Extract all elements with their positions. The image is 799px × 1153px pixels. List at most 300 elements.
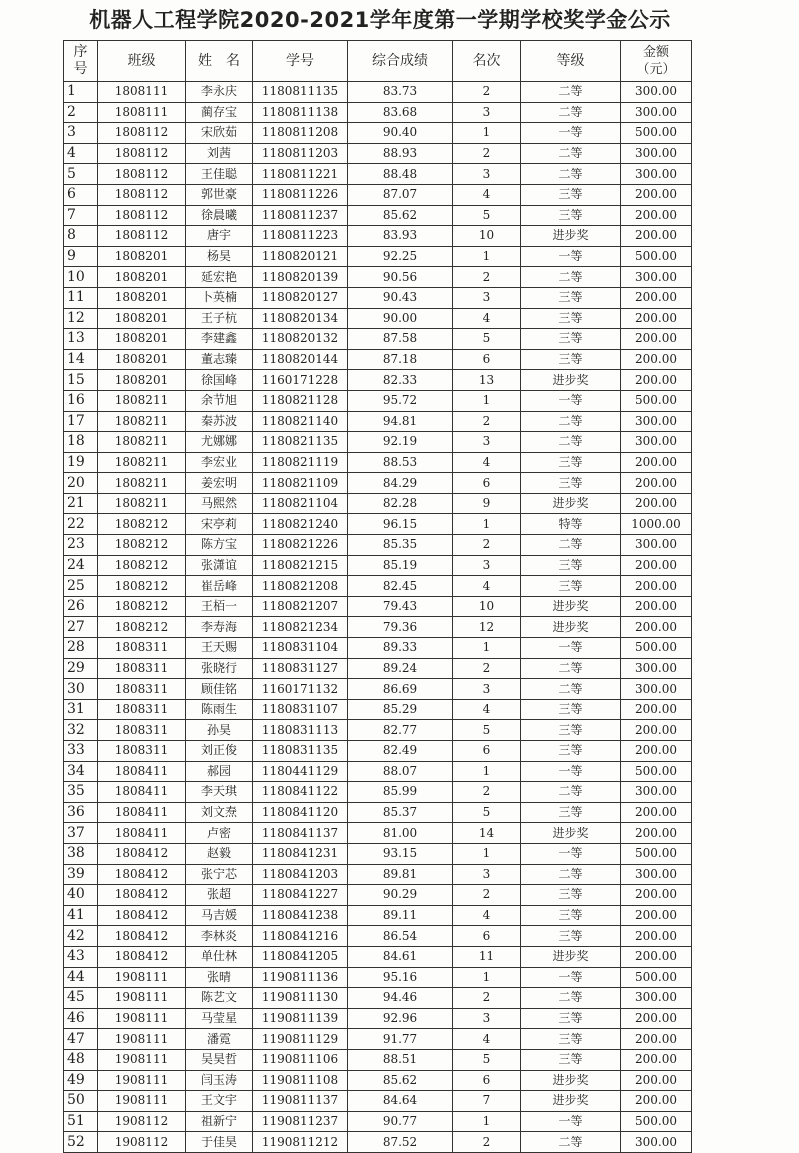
cell-amount: 200.00: [621, 885, 692, 906]
table-row: [64, 349, 692, 370]
cell-class: 1808211: [98, 452, 186, 473]
cell-score: 88.48: [348, 164, 453, 185]
cell-amount: 200.00: [621, 596, 692, 617]
cell-class: 1808311: [98, 638, 186, 659]
table-row: [64, 329, 692, 350]
cell-class: 1808112: [98, 164, 186, 185]
cell-level: 一等: [521, 1111, 621, 1132]
cell-student-id: 1160171132: [253, 679, 348, 700]
cell-student-id: 1190811129: [253, 1029, 348, 1050]
cell-index: 47: [64, 1029, 98, 1050]
cell-rank: 2: [453, 267, 521, 288]
cell-level: 进步奖: [521, 1091, 621, 1112]
header-amount: 金额 （元）: [621, 41, 692, 82]
cell-rank: 4: [453, 699, 521, 720]
cell-amount: 200.00: [621, 184, 692, 205]
cell-student-id: 1180820144: [253, 349, 348, 370]
table-row: [64, 576, 692, 597]
cell-name: 刘文焘: [186, 802, 253, 823]
cell-student-id: 1180821109: [253, 473, 348, 494]
cell-level: 进步奖: [521, 823, 621, 844]
cell-level: 一等: [521, 246, 621, 267]
cell-score: 81.00: [348, 823, 453, 844]
cell-amount: 200.00: [621, 699, 692, 720]
cell-student-id: 1180821207: [253, 596, 348, 617]
cell-class: 1808112: [98, 226, 186, 247]
cell-amount: 200.00: [621, 226, 692, 247]
cell-level: 一等: [521, 761, 621, 782]
cell-student-id: 1160171228: [253, 370, 348, 391]
table-row: [64, 143, 692, 164]
cell-class: 1808212: [98, 535, 186, 556]
cell-name: 陈方宝: [186, 535, 253, 556]
cell-level: 二等: [521, 535, 621, 556]
cell-amount: 300.00: [621, 267, 692, 288]
cell-student-id: 1180821128: [253, 390, 348, 411]
cell-index: 2: [64, 102, 98, 123]
cell-student-id: 1180821135: [253, 432, 348, 453]
cell-name: 陈艺文: [186, 988, 253, 1009]
header-row: [64, 41, 692, 82]
cell-score: 83.93: [348, 226, 453, 247]
cell-student-id: 1190811139: [253, 1008, 348, 1029]
table-row: [64, 843, 692, 864]
table-row: [64, 432, 692, 453]
cell-student-id: 1190811212: [253, 1132, 348, 1153]
table-row: [64, 102, 692, 123]
cell-student-id: 1180831135: [253, 741, 348, 762]
cell-score: 85.35: [348, 535, 453, 556]
table-row: [64, 308, 692, 329]
cell-class: 1808212: [98, 596, 186, 617]
cell-amount: 300.00: [621, 782, 692, 803]
cell-index: 29: [64, 658, 98, 679]
cell-class: 1908111: [98, 1091, 186, 1112]
cell-student-id: 1180841137: [253, 823, 348, 844]
cell-student-id: 1180820134: [253, 308, 348, 329]
cell-rank: 3: [453, 864, 521, 885]
cell-rank: 1: [453, 514, 521, 535]
cell-name: 卜英楠: [186, 287, 253, 308]
table-row: [64, 761, 692, 782]
cell-student-id: 1180841216: [253, 926, 348, 947]
cell-level: 三等: [521, 555, 621, 576]
cell-level: 特等: [521, 514, 621, 535]
cell-student-id: 1180811135: [253, 82, 348, 103]
table-row: [64, 555, 692, 576]
cell-index: 11: [64, 287, 98, 308]
cell-name: 王天赐: [186, 638, 253, 659]
cell-amount: 500.00: [621, 638, 692, 659]
cell-name: 单仕林: [186, 946, 253, 967]
cell-class: 1808412: [98, 905, 186, 926]
cell-amount: 200.00: [621, 329, 692, 350]
cell-class: 1808201: [98, 267, 186, 288]
cell-level: 三等: [521, 452, 621, 473]
cell-class: 1808311: [98, 741, 186, 762]
table-row: [64, 741, 692, 762]
cell-name: 马吉媛: [186, 905, 253, 926]
cell-index: 15: [64, 370, 98, 391]
cell-amount: 200.00: [621, 452, 692, 473]
cell-rank: 10: [453, 596, 521, 617]
cell-index: 34: [64, 761, 98, 782]
cell-class: 1808211: [98, 493, 186, 514]
cell-student-id: 1180821140: [253, 411, 348, 432]
cell-level: 三等: [521, 905, 621, 926]
cell-name: 郝园: [186, 761, 253, 782]
cell-score: 79.43: [348, 596, 453, 617]
cell-level: 三等: [521, 1049, 621, 1070]
cell-score: 89.24: [348, 658, 453, 679]
cell-score: 89.11: [348, 905, 453, 926]
cell-class: 1808412: [98, 926, 186, 947]
cell-score: 90.29: [348, 885, 453, 906]
cell-amount: 300.00: [621, 82, 692, 103]
cell-amount: 200.00: [621, 802, 692, 823]
cell-score: 88.53: [348, 452, 453, 473]
cell-name: 李寿海: [186, 617, 253, 638]
cell-student-id: 1180820127: [253, 287, 348, 308]
cell-rank: 7: [453, 1091, 521, 1112]
table-row: [64, 452, 692, 473]
cell-score: 88.07: [348, 761, 453, 782]
cell-score: 90.43: [348, 287, 453, 308]
cell-amount: 1000.00: [621, 514, 692, 535]
cell-amount: 500.00: [621, 246, 692, 267]
cell-rank: 2: [453, 782, 521, 803]
cell-amount: 500.00: [621, 123, 692, 144]
cell-class: 1808311: [98, 699, 186, 720]
cell-index: 7: [64, 205, 98, 226]
cell-student-id: 1180820132: [253, 329, 348, 350]
cell-rank: 2: [453, 143, 521, 164]
cell-student-id: 1180811226: [253, 184, 348, 205]
cell-rank: 5: [453, 205, 521, 226]
cell-amount: 200.00: [621, 473, 692, 494]
cell-student-id: 1190811136: [253, 967, 348, 988]
cell-name: 李宏业: [186, 452, 253, 473]
cell-level: 三等: [521, 473, 621, 494]
cell-class: 1808211: [98, 432, 186, 453]
cell-amount: 200.00: [621, 493, 692, 514]
cell-class: 1808201: [98, 329, 186, 350]
cell-name: 姜宏明: [186, 473, 253, 494]
cell-index: 39: [64, 864, 98, 885]
cell-score: 88.93: [348, 143, 453, 164]
cell-rank: 2: [453, 988, 521, 1009]
cell-index: 32: [64, 720, 98, 741]
cell-level: 一等: [521, 843, 621, 864]
cell-score: 84.61: [348, 946, 453, 967]
table-row: [64, 1049, 692, 1070]
cell-index: 24: [64, 555, 98, 576]
cell-score: 90.00: [348, 308, 453, 329]
cell-score: 86.54: [348, 926, 453, 947]
table-row: [64, 535, 692, 556]
cell-level: 三等: [521, 349, 621, 370]
cell-class: 1908111: [98, 1070, 186, 1091]
cell-class: 1808112: [98, 184, 186, 205]
cell-rank: 4: [453, 1029, 521, 1050]
cell-index: 13: [64, 329, 98, 350]
cell-amount: 200.00: [621, 617, 692, 638]
cell-class: 1808412: [98, 843, 186, 864]
cell-index: 51: [64, 1111, 98, 1132]
cell-index: 25: [64, 576, 98, 597]
table-row: [64, 473, 692, 494]
cell-student-id: 1180821234: [253, 617, 348, 638]
cell-class: 1808411: [98, 823, 186, 844]
cell-score: 82.77: [348, 720, 453, 741]
cell-name: 李林炎: [186, 926, 253, 947]
cell-name: 郭世豪: [186, 184, 253, 205]
cell-rank: 1: [453, 1111, 521, 1132]
cell-score: 79.36: [348, 617, 453, 638]
table-row: [64, 82, 692, 103]
cell-name: 刘茜: [186, 143, 253, 164]
cell-rank: 4: [453, 308, 521, 329]
table-row: [64, 164, 692, 185]
cell-score: 85.62: [348, 1070, 453, 1091]
cell-index: 31: [64, 699, 98, 720]
table-row: [64, 617, 692, 638]
cell-amount: 300.00: [621, 988, 692, 1009]
cell-student-id: 1190811130: [253, 988, 348, 1009]
cell-name: 于佳昊: [186, 1132, 253, 1153]
cell-level: 进步奖: [521, 596, 621, 617]
cell-name: 张晓行: [186, 658, 253, 679]
cell-student-id: 1180811221: [253, 164, 348, 185]
cell-score: 82.28: [348, 493, 453, 514]
cell-amount: 500.00: [621, 761, 692, 782]
cell-index: 10: [64, 267, 98, 288]
cell-index: 33: [64, 741, 98, 762]
cell-rank: 3: [453, 555, 521, 576]
cell-amount: 200.00: [621, 555, 692, 576]
header-name: 姓 名: [186, 41, 253, 82]
cell-amount: 200.00: [621, 576, 692, 597]
cell-rank: 14: [453, 823, 521, 844]
cell-score: 87.18: [348, 349, 453, 370]
cell-student-id: 1180841231: [253, 843, 348, 864]
cell-class: 1808212: [98, 555, 186, 576]
cell-rank: 4: [453, 905, 521, 926]
cell-index: 38: [64, 843, 98, 864]
cell-amount: 300.00: [621, 658, 692, 679]
cell-index: 27: [64, 617, 98, 638]
cell-score: 85.62: [348, 205, 453, 226]
table-row: [64, 905, 692, 926]
cell-index: 45: [64, 988, 98, 1009]
cell-index: 28: [64, 638, 98, 659]
table-row: [64, 679, 692, 700]
cell-amount: 200.00: [621, 1070, 692, 1091]
cell-class: 1808412: [98, 885, 186, 906]
cell-student-id: 1180820139: [253, 267, 348, 288]
cell-student-id: 1190811137: [253, 1091, 348, 1112]
document-title: 机器人工程学院2020-2021学年度第一学期学校奖学金公示: [89, 8, 671, 32]
cell-level: 一等: [521, 638, 621, 659]
cell-name: 潘霓: [186, 1029, 253, 1050]
cell-class: 1908111: [98, 1049, 186, 1070]
cell-score: 89.81: [348, 864, 453, 885]
cell-score: 83.73: [348, 82, 453, 103]
cell-rank: 1: [453, 967, 521, 988]
cell-class: 1908111: [98, 1008, 186, 1029]
cell-student-id: 1180831113: [253, 720, 348, 741]
table-row: [64, 1029, 692, 1050]
cell-amount: 200.00: [621, 1008, 692, 1029]
cell-rank: 5: [453, 802, 521, 823]
cell-level: 进步奖: [521, 493, 621, 514]
cell-rank: 10: [453, 226, 521, 247]
cell-name: 余节旭: [186, 390, 253, 411]
cell-level: 三等: [521, 926, 621, 947]
scholarship-table: [63, 40, 692, 1153]
cell-amount: 200.00: [621, 946, 692, 967]
cell-score: 93.15: [348, 843, 453, 864]
cell-score: 89.33: [348, 638, 453, 659]
cell-name: 宋亭莉: [186, 514, 253, 535]
cell-amount: 200.00: [621, 720, 692, 741]
cell-index: 19: [64, 452, 98, 473]
cell-level: 进步奖: [521, 1070, 621, 1091]
cell-rank: 1: [453, 638, 521, 659]
cell-student-id: 1180831127: [253, 658, 348, 679]
table-row: [64, 370, 692, 391]
cell-rank: 2: [453, 535, 521, 556]
table-row: [64, 287, 692, 308]
cell-score: 96.15: [348, 514, 453, 535]
cell-name: 蔺存宝: [186, 102, 253, 123]
cell-amount: 200.00: [621, 823, 692, 844]
cell-student-id: 1180841227: [253, 885, 348, 906]
cell-name: 杨昊: [186, 246, 253, 267]
cell-class: 1808411: [98, 761, 186, 782]
table-row: [64, 885, 692, 906]
cell-level: 三等: [521, 1008, 621, 1029]
cell-index: 30: [64, 679, 98, 700]
cell-level: 二等: [521, 988, 621, 1009]
table-row: [64, 802, 692, 823]
cell-student-id: 1180811223: [253, 226, 348, 247]
table-row: [64, 1111, 692, 1132]
cell-level: 三等: [521, 205, 621, 226]
cell-rank: 2: [453, 658, 521, 679]
cell-amount: 500.00: [621, 967, 692, 988]
cell-student-id: 1180821215: [253, 555, 348, 576]
cell-class: 1908112: [98, 1111, 186, 1132]
cell-amount: 500.00: [621, 390, 692, 411]
table-row: [64, 1008, 692, 1029]
cell-score: 87.58: [348, 329, 453, 350]
cell-student-id: 1180841122: [253, 782, 348, 803]
cell-score: 82.45: [348, 576, 453, 597]
cell-score: 85.19: [348, 555, 453, 576]
cell-name: 徐国峰: [186, 370, 253, 391]
cell-student-id: 1180841120: [253, 802, 348, 823]
cell-level: 三等: [521, 720, 621, 741]
cell-level: 进步奖: [521, 370, 621, 391]
table-row: [64, 823, 692, 844]
table-row: [64, 493, 692, 514]
cell-score: 82.33: [348, 370, 453, 391]
cell-index: 9: [64, 246, 98, 267]
cell-level: 二等: [521, 679, 621, 700]
cell-amount: 200.00: [621, 370, 692, 391]
cell-amount: 200.00: [621, 287, 692, 308]
cell-student-id: 1180821240: [253, 514, 348, 535]
cell-level: 二等: [521, 432, 621, 453]
cell-score: 84.64: [348, 1091, 453, 1112]
cell-level: 三等: [521, 699, 621, 720]
cell-student-id: 1180821226: [253, 535, 348, 556]
cell-name: 秦苏波: [186, 411, 253, 432]
cell-rank: 13: [453, 370, 521, 391]
cell-class: 1908111: [98, 988, 186, 1009]
cell-level: 二等: [521, 658, 621, 679]
table-row: [64, 864, 692, 885]
cell-amount: 500.00: [621, 843, 692, 864]
table-row: [64, 946, 692, 967]
cell-rank: 1: [453, 761, 521, 782]
cell-score: 92.96: [348, 1008, 453, 1029]
cell-class: 1908111: [98, 967, 186, 988]
cell-rank: 1: [453, 246, 521, 267]
cell-class: 1808112: [98, 143, 186, 164]
cell-level: 二等: [521, 411, 621, 432]
cell-student-id: 1180841238: [253, 905, 348, 926]
cell-name: 祖新宁: [186, 1111, 253, 1132]
cell-name: 尤娜娜: [186, 432, 253, 453]
cell-rank: 6: [453, 741, 521, 762]
cell-index: 22: [64, 514, 98, 535]
cell-class: 1808212: [98, 576, 186, 597]
table-row: [64, 1132, 692, 1153]
cell-name: 王佳聪: [186, 164, 253, 185]
cell-student-id: 1180441129: [253, 761, 348, 782]
cell-level: 三等: [521, 308, 621, 329]
cell-level: 二等: [521, 82, 621, 103]
cell-rank: 6: [453, 926, 521, 947]
header-level: 等级: [521, 41, 621, 82]
cell-amount: 300.00: [621, 679, 692, 700]
table-row: [64, 267, 692, 288]
cell-rank: 9: [453, 493, 521, 514]
cell-name: 陈雨生: [186, 699, 253, 720]
cell-index: 36: [64, 802, 98, 823]
cell-student-id: 1180821119: [253, 452, 348, 473]
cell-class: 1808411: [98, 802, 186, 823]
cell-index: 3: [64, 123, 98, 144]
cell-index: 14: [64, 349, 98, 370]
cell-class: 1808201: [98, 287, 186, 308]
cell-name: 闫玉涛: [186, 1070, 253, 1091]
cell-amount: 200.00: [621, 349, 692, 370]
cell-amount: 300.00: [621, 432, 692, 453]
cell-rank: 4: [453, 184, 521, 205]
table-row: [64, 699, 692, 720]
cell-index: 12: [64, 308, 98, 329]
cell-name: 李建鑫: [186, 329, 253, 350]
cell-score: 91.77: [348, 1029, 453, 1050]
cell-name: 赵毅: [186, 843, 253, 864]
cell-rank: 3: [453, 679, 521, 700]
cell-level: 一等: [521, 967, 621, 988]
cell-name: 张宁芯: [186, 864, 253, 885]
cell-class: 1808311: [98, 658, 186, 679]
